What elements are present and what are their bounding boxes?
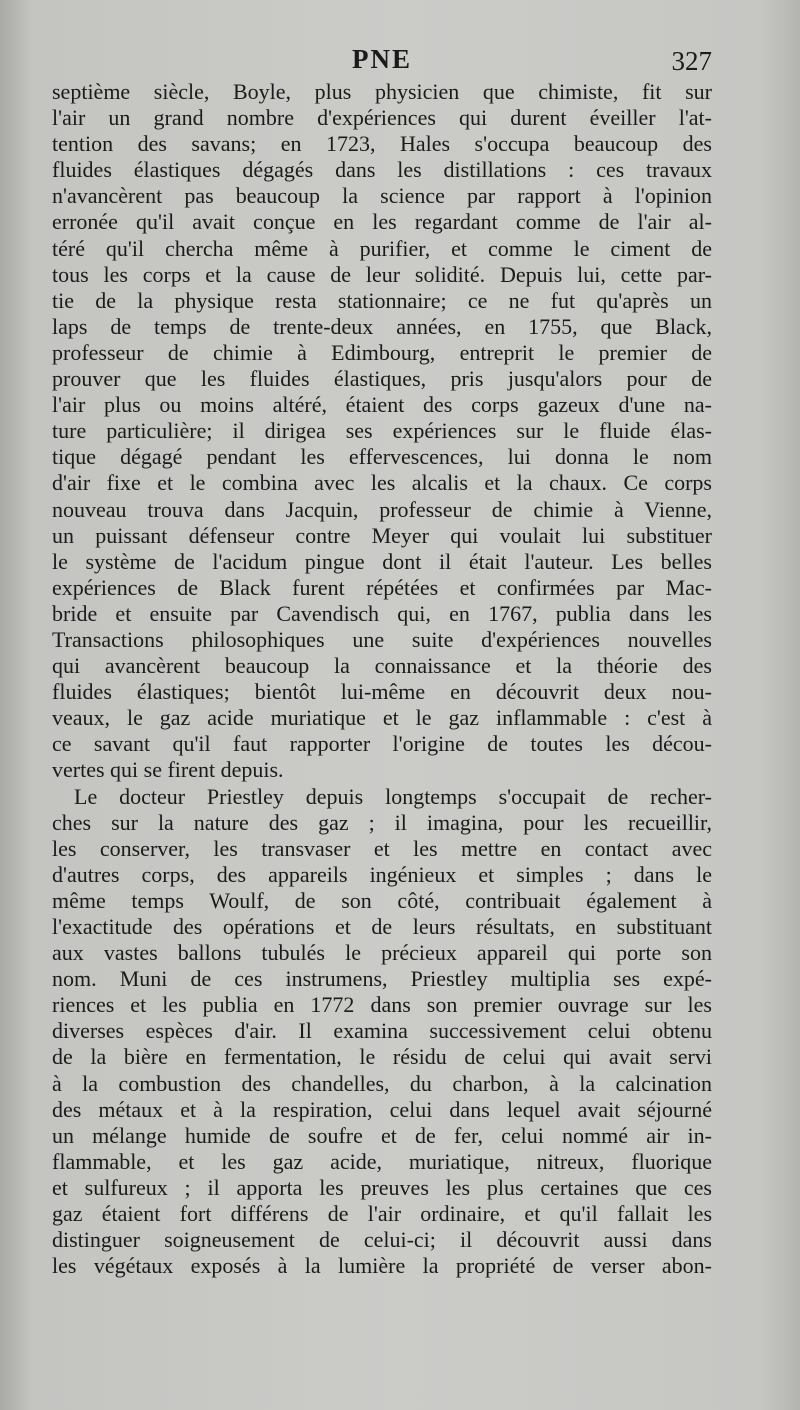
text-line: n'avancèrent pas beaucoup la science par rapport à l'opinion xyxy=(52,183,712,209)
text-line: fluides élastiques; bientôt lui-même en découvrit deux nou- xyxy=(52,679,712,705)
text-line: gaz étaient fort différens de l'air ordinaire, et qu'il fallait les xyxy=(52,1201,712,1227)
page-number: 327 xyxy=(671,46,712,76)
text-line: tique dégagé pendant les effervescences, lui donna le nom xyxy=(52,444,712,470)
body-text xyxy=(52,79,712,1279)
text-line: bride et ensuite par Cavendisch qui, en 1767, publia dans les xyxy=(52,600,712,626)
text-line: téré qu'il chercha même à purifier, et comme le ciment de xyxy=(52,235,712,261)
text-line: les végétaux exposés à la lumière la propriété de verser abon- xyxy=(52,1253,712,1279)
text-line: fluides élastiques dégagés dans les distillations : ces travaux xyxy=(52,157,712,183)
text-line: laps de temps de trente-deux années, en 1755, que Black, xyxy=(52,313,712,339)
text-line: vertes qui se firent depuis. xyxy=(52,757,284,783)
text-line: de la bière en fermentation, le résidu de celui qui avait servi xyxy=(52,1044,712,1070)
text-line: des métaux et à la respiration, celui dans lequel avait séjourné xyxy=(52,1096,712,1122)
text-line: tention des savans; en 1723, Hales s'occupa beaucoup des xyxy=(52,131,712,157)
text-line: à la combustion des chandelles, du charbon, à la calcination xyxy=(52,1070,712,1096)
text-line: professeur de chimie à Edimbourg, entreprit le premier de xyxy=(52,339,712,365)
text-line: l'air plus ou moins altéré, étaient des corps gazeux d'une na- xyxy=(52,392,712,418)
text-line: et sulfureux ; il apporta les preuves les plus certaines que ces xyxy=(52,1174,712,1200)
text-line: le système de l'acidum pingue dont il était l'auteur. Les belles xyxy=(52,548,712,574)
text-line: distinguer soigneusement de celui-ci; il découvrit aussi dans xyxy=(52,1227,712,1253)
text-line: d'autres corps, des appareils ingénieux et simples ; dans le xyxy=(52,861,712,887)
text-line: flammable, et les gaz acide, muriatique, nitreux, fluorique xyxy=(52,1148,712,1174)
text-line: ce savant qu'il faut rapporter l'origine de toutes les décou- xyxy=(52,731,712,757)
text-line: les conserver, les transvaser et les mettre en contact avec xyxy=(52,835,712,861)
text-line: l'exactitude des opérations et de leurs résultats, en substituant xyxy=(52,914,712,939)
paragraph-2 xyxy=(52,784,712,1280)
text-line: tie de la physique resta stationnaire; ce ne fut qu'après un xyxy=(52,287,712,313)
text-line: veaux, le gaz acide muriatique et le gaz inflammable : c'est à xyxy=(52,705,712,731)
text-line: un mélange humide de soufre et de fer, celui nommé air in- xyxy=(52,1122,712,1148)
text-line: aux vastes ballons tubulés le précieux appareil qui porte son xyxy=(52,940,712,966)
text-line: diverses espèces d'air. Il examina successivement celui obtenu xyxy=(52,1018,712,1044)
text-line: ture particulière; il dirigea ses expériences sur le fluide élas- xyxy=(52,418,712,444)
text-line: l'air un grand nombre d'expériences qui durent éveiller l'at- xyxy=(52,105,712,131)
text-line: prouver que les fluides élastiques, pris jusqu'alors pour de xyxy=(52,366,712,392)
text-line: nouveau trouva dans Jacquin, professeur de chimie à Vienne, xyxy=(52,496,712,522)
text-line: un puissant défenseur contre Meyer qui voulait lui substituer xyxy=(52,522,712,548)
text-line: ches sur la nature des gaz ; il imagina, pour les recueillir, xyxy=(52,809,712,835)
running-head: PNE xyxy=(352,44,412,74)
text-line: erronée qu'il avait conçue en les regardant comme de l'air al- xyxy=(52,209,712,235)
text-line: nom. Muni de ces instrumens, Priestley multiplia ses expé- xyxy=(52,966,712,992)
text-line: d'air fixe et le combina avec les alcalis et la chaux. Ce corps xyxy=(52,470,712,496)
text-line: expériences de Black furent répétées et confirmées par Mac- xyxy=(52,574,712,600)
text-line: riences et les publia en 1772 dans son premier ouvrage sur les xyxy=(52,992,712,1018)
text-line: même temps Woulf, de son côté, contribuait également à xyxy=(52,887,712,913)
page-header xyxy=(52,44,712,80)
text-line: Transactions philosophiques une suite d'expériences nouvelles xyxy=(52,626,712,652)
text-line: qui avancèrent beaucoup la connaissance et la théorie des xyxy=(52,653,712,679)
text-line: Le docteur Priestley depuis longtemps s'occupait de recher- xyxy=(74,783,712,809)
paragraph-1 xyxy=(52,79,712,784)
text-line: tous les corps et la cause de leur solidité. Depuis lui, cette par- xyxy=(52,261,712,287)
text-line: septième siècle, Boyle, plus physicien que chimiste, fit sur xyxy=(52,79,712,104)
